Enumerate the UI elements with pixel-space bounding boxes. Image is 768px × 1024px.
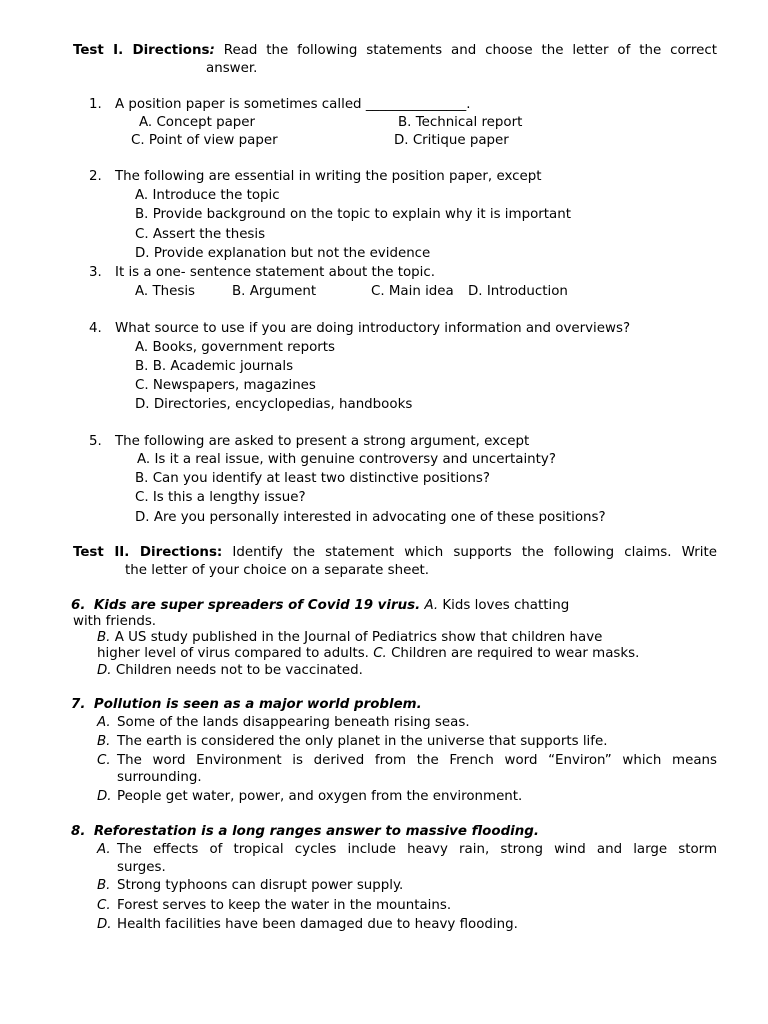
- q3-number: 3.: [89, 265, 102, 280]
- q7-option-a-letter: A.: [97, 715, 111, 730]
- q7-option-b: The earth is considered the only planet in the universe that supports life.: [117, 734, 608, 749]
- q6-option-a: Kids loves chatting: [442, 598, 570, 613]
- q7-option-b-letter: B.: [97, 734, 111, 749]
- test2-directions-cont: the letter of your choice on a separate sheet.: [125, 563, 430, 578]
- q7-option-d: People get water, power, and oxygen from the environment.: [117, 789, 523, 804]
- q1-number: 1.: [89, 97, 102, 112]
- q3-option-c: C. Main idea: [371, 284, 454, 299]
- q3-option-d: D. Introduction: [468, 284, 568, 299]
- q8-option-b: Strong typhoons can disrupt power supply.: [117, 878, 404, 893]
- test1-heading: Test I. Directions: [73, 43, 210, 58]
- q2-text: The following are essential in writing the position paper, except: [115, 169, 542, 184]
- q5-option-d: D. Are you personally interested in advocating one of these positions?: [135, 510, 606, 525]
- q6-number: 6.: [71, 598, 86, 613]
- q7-claim: Pollution is seen as a major world problem.: [93, 697, 422, 712]
- q8-option-a-cont: surges.: [117, 860, 166, 875]
- test1-directions: Test I. Directions: Read the following statements and choose the letter of the correct: [73, 43, 717, 58]
- q1-text: A position paper is sometimes called _______________.: [115, 97, 471, 112]
- q8-claim-line: [71, 824, 539, 840]
- q3-text: It is a one- sentence statement about the topic.: [115, 265, 436, 280]
- q2-number: 2.: [89, 169, 102, 184]
- q5-text: The following are asked to present a strong argument, except: [115, 434, 530, 449]
- q6-option-d: D. Children needs not to be vaccinated.: [97, 663, 363, 678]
- q8-option-c: Forest serves to keep the water in the mountains.: [117, 898, 452, 913]
- q5-number: 5.: [89, 434, 102, 449]
- q7-option-d-letter: D.: [97, 789, 112, 804]
- q4-option-d: D. Directories, encyclopedias, handbooks: [135, 397, 413, 412]
- q7-option-c: The word Environment is derived from the French word “Environ” which means: [117, 753, 717, 768]
- q3-option-b: B. Argument: [232, 284, 317, 299]
- q2-option-b: B. Provide background on the topic to explain why it is important: [135, 207, 571, 222]
- q7-number: 7.: [71, 697, 86, 712]
- q4-option-a: A. Books, government reports: [135, 340, 336, 355]
- q8-option-c-letter: C.: [97, 898, 111, 913]
- q7-option-a: Some of the lands disappearing beneath rising seas.: [117, 715, 470, 730]
- q7-option-c-letter: C.: [97, 753, 111, 768]
- q2-option-c: C. Assert the thesis: [135, 227, 266, 242]
- q8-option-a: The effects of tropical cycles include heavy rain, strong wind and large storm: [117, 842, 717, 857]
- q8-number: 8.: [71, 824, 86, 839]
- q8-option-d-letter: D.: [97, 917, 112, 932]
- test2-heading: Test II. Directions:: [73, 545, 223, 560]
- q4-text: What source to use if you are doing introductory information and overviews?: [115, 321, 631, 336]
- q8-option-a-letter: A.: [97, 842, 111, 857]
- q2-option-a: A. Introduce the topic: [135, 188, 280, 203]
- q6-claim: Kids are super spreaders of Covid 19 virus.: [93, 598, 421, 613]
- q1-option-d: D. Critique paper: [394, 133, 509, 148]
- q1-option-c: C. Point of view paper: [131, 133, 278, 148]
- q8-claim: Reforestation is a long ranges answer to massive flooding.: [93, 824, 539, 839]
- q5-option-a: A. Is it a real issue, with genuine controversy and uncertainty?: [137, 452, 556, 467]
- test2-directions: Test II. Directions: Identify the statement which supports the following claims. Write: [73, 545, 717, 560]
- q4-number: 4.: [89, 321, 102, 336]
- q6-option-b: B. A US study published in the Journal of Pediatrics show that children have: [97, 630, 603, 645]
- q4-option-c: C. Newspapers, magazines: [135, 378, 316, 393]
- q7-option-c-cont: surrounding.: [117, 770, 202, 785]
- test1-directions-cont: answer.: [206, 61, 258, 76]
- q6-line1: 6. Kids are super spreaders of Covid 19 virus. A. Kids loves chatting: [71, 598, 570, 613]
- q5-option-b: B. Can you identify at least two distinctive positions?: [135, 471, 490, 486]
- q8-option-d: Health facilities have been damaged due to heavy flooding.: [117, 917, 518, 932]
- q1-option-a: A. Concept paper: [139, 115, 256, 130]
- q6-option-a-cont: with friends.: [73, 614, 157, 629]
- q5-option-c: C. Is this a lengthy issue?: [135, 490, 306, 505]
- q1-option-b: B. Technical report: [398, 115, 523, 130]
- q7-claim-line: [71, 697, 422, 713]
- q4-option-b: B. B. Academic journals: [135, 359, 294, 374]
- q3-option-a: A. Thesis: [135, 284, 196, 299]
- q8-option-b-letter: B.: [97, 878, 111, 893]
- q6-option-c: Children are required to wear masks.: [391, 646, 640, 661]
- q6-option-b-cont: higher level of virus compared to adults. C. Children are required to wear masks.: [97, 646, 640, 661]
- q2-option-d: D. Provide explanation but not the evidence: [135, 246, 431, 261]
